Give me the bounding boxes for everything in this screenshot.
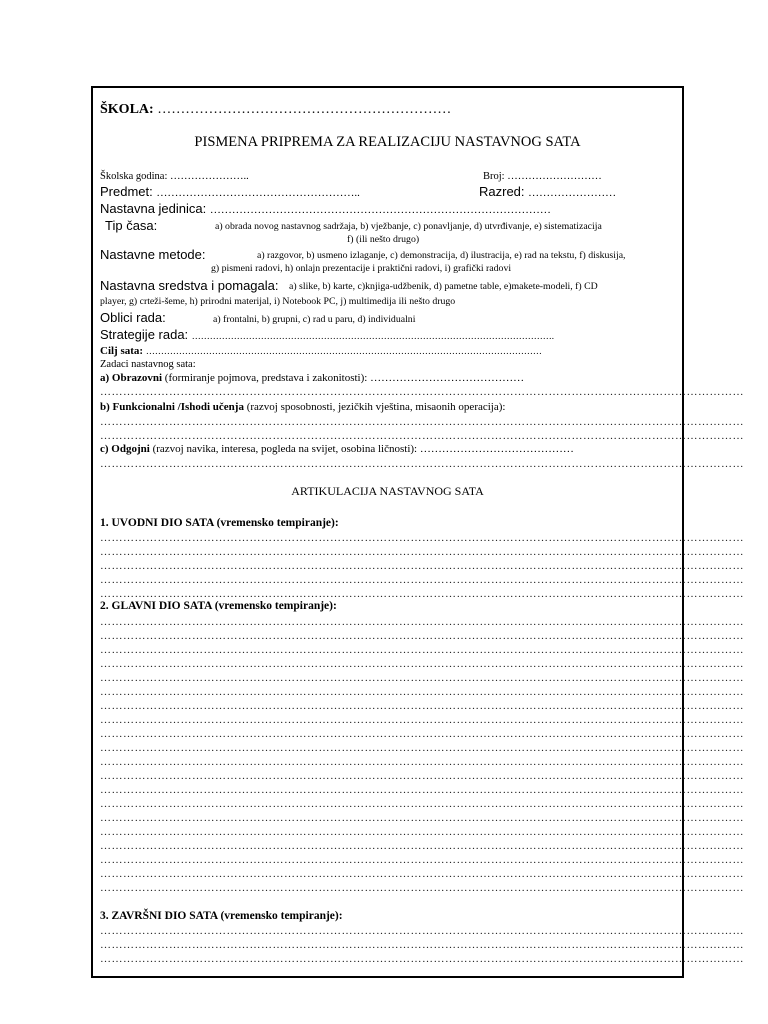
razred-row [479, 185, 616, 200]
broj-field[interactable]: ……………………… [507, 171, 602, 182]
predmet-label: Predmet: [100, 184, 153, 199]
glavni-line-3[interactable]: …………………………………………………………………………………………………………………………………………………… [100, 644, 744, 656]
predmet-row [100, 185, 360, 200]
nastavna-jedinica-label: Nastavna jedinica: [100, 201, 207, 216]
glavni-line-11[interactable]: …………………………………………………………………………………………………………………………………………………… [100, 756, 744, 768]
broj-row [483, 170, 602, 184]
funkcionalni-label: b) Funkcionalni /Ishodi učenja [100, 401, 244, 413]
skolska-godina-field[interactable]: ………………….. [170, 171, 249, 182]
skola-label: ŠKOLA: [100, 102, 154, 117]
glavni-line-18[interactable]: …………………………………………………………………………………………………………………………………………………… [100, 854, 744, 866]
uvodni-line-2[interactable]: …………………………………………………………………………………………………………………………………………………… [100, 546, 744, 558]
zavrsni-line-3[interactable]: …………………………………………………………………………………………………………………………………………………… [100, 953, 744, 965]
tip-casa-label: Tip časa: [105, 218, 158, 233]
zavrsni-line-2[interactable]: …………………………………………………………………………………………………………………………………………………… [100, 939, 744, 951]
nastavna-jedinica-row [100, 202, 551, 217]
cilj-label: Cilj sata: [100, 345, 144, 357]
skolska-godina-row [100, 170, 249, 184]
funkcionalni-line-1[interactable]: …………………………………………………………………………………………………………………………………………………… [100, 416, 744, 428]
glavni-line-10[interactable]: …………………………………………………………………………………………………………………………………………………… [100, 742, 744, 754]
artikulacija-heading: ARTIKULACIJA NASTAVNOG SATA [291, 484, 484, 498]
metode-label: Nastavne metode: [100, 247, 206, 262]
strategije-row [100, 328, 554, 343]
tip-casa-options-2: f) (ili nešto drugo) [347, 234, 420, 245]
skola-field[interactable]: ……………………………………………………… [157, 102, 452, 117]
skolska-godina-label: Školska godina: [100, 171, 168, 182]
glavni-line-1[interactable]: …………………………………………………………………………………………………………………………………………………… [100, 616, 744, 628]
broj-label: Broj: [483, 171, 505, 182]
cilj-field[interactable]: …………………………………………………………………………………………………………………… [145, 346, 542, 356]
skola-row [100, 103, 451, 117]
glavni-line-20[interactable]: …………………………………………………………………………………………………………………………………………………… [100, 882, 744, 894]
sredstva-label: Nastavna sredstva i pomagala: [100, 278, 279, 293]
glavni-line-4[interactable]: …………………………………………………………………………………………………………………………………………………… [100, 658, 744, 670]
metode-options-2: g) pismeni radovi, h) onlajn prezentacije i praktični radovi, i) grafički radovi [211, 263, 512, 274]
obrazovni-line[interactable]: …………………………………………………………………………………………………………………………………………………… [100, 386, 744, 398]
nastavna-jedinica-field[interactable]: ………………………………………………………………………………… [209, 204, 551, 216]
glavni-heading: 2. GLAVNI DIO SATA (vremensko tempiranje): [100, 600, 337, 612]
odgojni-desc: (razvoj navika, interesa, pogleda na svijet, osobina ličnosti): [152, 443, 418, 455]
funkcionalni-row [100, 400, 505, 414]
uvodni-heading: 1. UVODNI DIO SATA (vremensko tempiranje): [100, 517, 339, 529]
glavni-line-7[interactable]: …………………………………………………………………………………………………………………………………………………… [100, 700, 744, 712]
glavni-line-14[interactable]: …………………………………………………………………………………………………………………………………………………… [100, 798, 744, 810]
glavni-line-12[interactable]: …………………………………………………………………………………………………………………………………………………… [100, 770, 744, 782]
strategije-label: Strategije rada: [100, 327, 189, 342]
glavni-line-8[interactable]: …………………………………………………………………………………………………………………………………………………… [100, 714, 744, 726]
metode-options-1: a) razgovor, b) usmeno izlaganje, c) demonstracija, d) ilustracija, e) rad na tekstu, f) diskusija, [257, 250, 626, 261]
odgojni-row [100, 442, 574, 456]
uvodni-line-1[interactable]: …………………………………………………………………………………………………………………………………………………… [100, 532, 744, 544]
cilj-row [100, 344, 542, 358]
tip-casa-options-1: a) obrada novog nastavnog sadržaja, b) vježbanje, c) ponavljanje, d) utvrđivanje, e) sistematizacija [215, 221, 602, 232]
page-title: PISMENA PRIPREMA ZA REALIZACIJU NASTAVNOG SATA [194, 134, 581, 150]
funkcionalni-line-2[interactable]: …………………………………………………………………………………………………………………………………………………… [100, 430, 744, 442]
obrazovni-field[interactable]: …………………………………… [370, 372, 525, 384]
odgojni-field[interactable]: …………………………………… [419, 443, 574, 455]
funkcionalni-desc: (razvoj sposobnosti, jezičkih vještina, misaonih operacija): [246, 401, 506, 413]
sredstva-options-2: player, g) crteži-šeme, h) prirodni materijal, i) Notebook PC, j) multimedija ili nešto drugo [100, 296, 456, 307]
oblici-options: a) frontalni, b) grupni, c) rad u paru, d) individualni [213, 314, 416, 325]
glavni-line-9[interactable]: …………………………………………………………………………………………………………………………………………………… [100, 728, 744, 740]
glavni-line-15[interactable]: …………………………………………………………………………………………………………………………………………………… [100, 812, 744, 824]
uvodni-line-4[interactable]: …………………………………………………………………………………………………………………………………………………… [100, 574, 744, 586]
oblici-label: Oblici rada: [100, 310, 166, 325]
razred-label: Razred: [479, 184, 525, 199]
odgojni-label: c) Odgojni [100, 443, 150, 455]
zavrsni-line-1[interactable]: …………………………………………………………………………………………………………………………………………………… [100, 925, 744, 937]
glavni-line-16[interactable]: …………………………………………………………………………………………………………………………………………………… [100, 826, 744, 838]
obrazovni-desc: (formiranje pojmova, predstava i zakonitosti): [164, 372, 368, 384]
razred-field[interactable]: …………………… [528, 187, 617, 199]
glavni-line-2[interactable]: …………………………………………………………………………………………………………………………………………………… [100, 630, 744, 642]
glavni-line-19[interactable]: …………………………………………………………………………………………………………………………………………………… [100, 868, 744, 880]
uvodni-line-5[interactable]: …………………………………………………………………………………………………………………………………………………… [100, 588, 744, 600]
glavni-line-6[interactable]: …………………………………………………………………………………………………………………………………………………… [100, 686, 744, 698]
zavrsni-heading: 3. ZAVRŠNI DIO SATA (vremensko tempiranje): [100, 910, 343, 922]
sredstva-options-1: a) slike, b) karte, c)knjiga-udžbenik, d) pametne table, e)makete-modeli, f) CD [289, 281, 598, 292]
glavni-line-5[interactable]: …………………………………………………………………………………………………………………………………………………… [100, 672, 744, 684]
glavni-line-13[interactable]: …………………………………………………………………………………………………………………………………………………… [100, 784, 744, 796]
lesson-plan-form [91, 86, 744, 978]
uvodni-line-3[interactable]: …………………………………………………………………………………………………………………………………………………… [100, 560, 744, 572]
strategije-field[interactable]: …………………………………………………………………………………………………………. [191, 331, 555, 341]
zadaci-label: Zadaci nastavnog sata: [100, 359, 196, 370]
obrazovni-label: a) Obrazovni [100, 372, 163, 384]
predmet-field[interactable]: ……………………………………………….. [156, 187, 360, 199]
odgojni-line[interactable]: …………………………………………………………………………………………………………………………………………………… [100, 458, 744, 470]
obrazovni-row [100, 371, 524, 385]
glavni-line-17[interactable]: …………………………………………………………………………………………………………………………………………………… [100, 840, 744, 852]
